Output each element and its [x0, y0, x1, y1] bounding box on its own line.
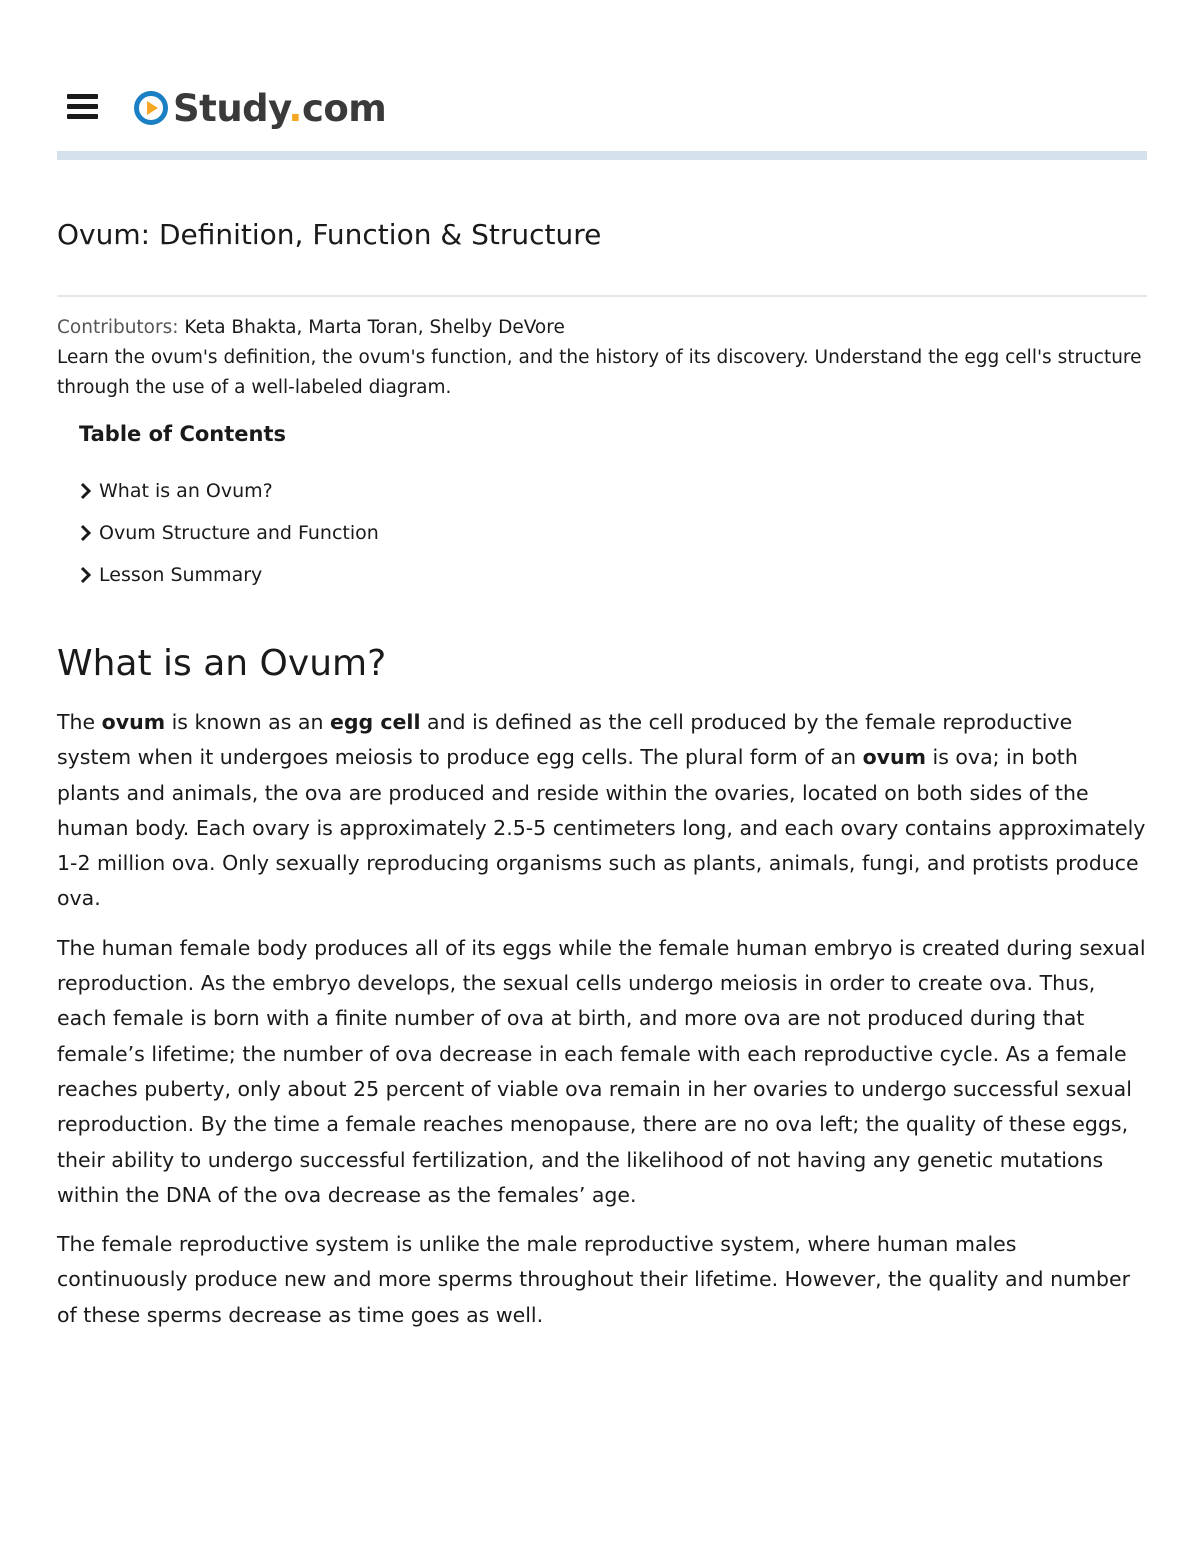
- bold-term: egg cell: [329, 710, 421, 734]
- toc-item-lesson-summary[interactable]: [79, 554, 679, 596]
- study-logo[interactable]: [133, 80, 386, 136]
- site-header: [57, 80, 1147, 136]
- chevron-right-icon: [79, 523, 93, 543]
- toc-title: Table of Contents: [79, 422, 287, 446]
- paragraph-1: The ovum is known as an egg cell and is defined as the cell produced by the female reproductive system when it undergoes meiosis to produce egg cells. The plural form of an ovum is ova; in both plants and animals, the ova are produced and reside within the ovaries, located on both sides of the human body. Each ovary is approximately 2.5-5 centimeters long, and each ovary contains approximately 1-2 million ova. Only sexually reproducing organisms such as plants, animals, fungi, and protists produce ova.: [57, 710, 1146, 911]
- toc-item-label: What is an Ovum?: [99, 480, 273, 502]
- section-heading: What is an Ovum?: [57, 643, 387, 684]
- contributors-label: Contributors:: [57, 317, 179, 338]
- paragraph-2: The human female body produces all of its eggs while the female human embryo is created during sexual reproduction. As the embryo develops, the sexual cells undergo meiosis in order to create ova. Thus, each female is born with a finite number of ova at birth, and more ova are not produced during that female’s lifetime; the number of ova decrease in each female with each reproductive cycle. As a female reaches puberty, only about 25 percent of viable ova remain in her ovaries to undergo successful sexual reproduction. By the time a female reaches menopause, there are no ova left; the quality of these eggs, their ability to undergo successful fertilization, and the likelihood of not having any genetic mutations within the DNA of the ova decrease as the females’ age.: [57, 935, 1146, 1207]
- logo-text: Study.com: [173, 86, 387, 130]
- chevron-right-icon: [79, 565, 93, 585]
- bold-term: ovum: [101, 710, 166, 734]
- bold-term: ovum: [862, 745, 926, 770]
- article-meta: [57, 313, 1147, 403]
- table-of-contents: [79, 418, 679, 596]
- paragraph-3: The female reproductive system is unlike the male reproductive system, where human males continuously produce new and more sperms throughout their lifetime. However, the quality and number of these sperms decrease as time goes as well.: [57, 1232, 1131, 1327]
- toc-item-what-is-an-ovum[interactable]: [79, 470, 679, 512]
- article-summary: Learn the ovum's definition, the ovum's function, and the history of its discovery. Understand the egg cell's structure through the use of a well-labeled diagram.: [57, 347, 1142, 398]
- page-title: Ovum: Definition, Function & Structure: [57, 218, 602, 251]
- article-body: [57, 705, 1147, 1347]
- contributors-names: Keta Bhakta, Marta Toran, Shelby DeVore: [178, 317, 565, 338]
- contributors-line: [57, 313, 1147, 343]
- play-circle-icon: [133, 90, 169, 126]
- title-divider: [57, 295, 1147, 297]
- toc-item-ovum-structure-and-function[interactable]: [79, 512, 679, 554]
- toc-item-label: Ovum Structure and Function: [99, 522, 379, 544]
- header-divider-bar: [57, 151, 1147, 160]
- hamburger-menu-icon[interactable]: [67, 94, 98, 120]
- chevron-right-icon: [79, 481, 93, 501]
- toc-item-label: Lesson Summary: [99, 564, 263, 586]
